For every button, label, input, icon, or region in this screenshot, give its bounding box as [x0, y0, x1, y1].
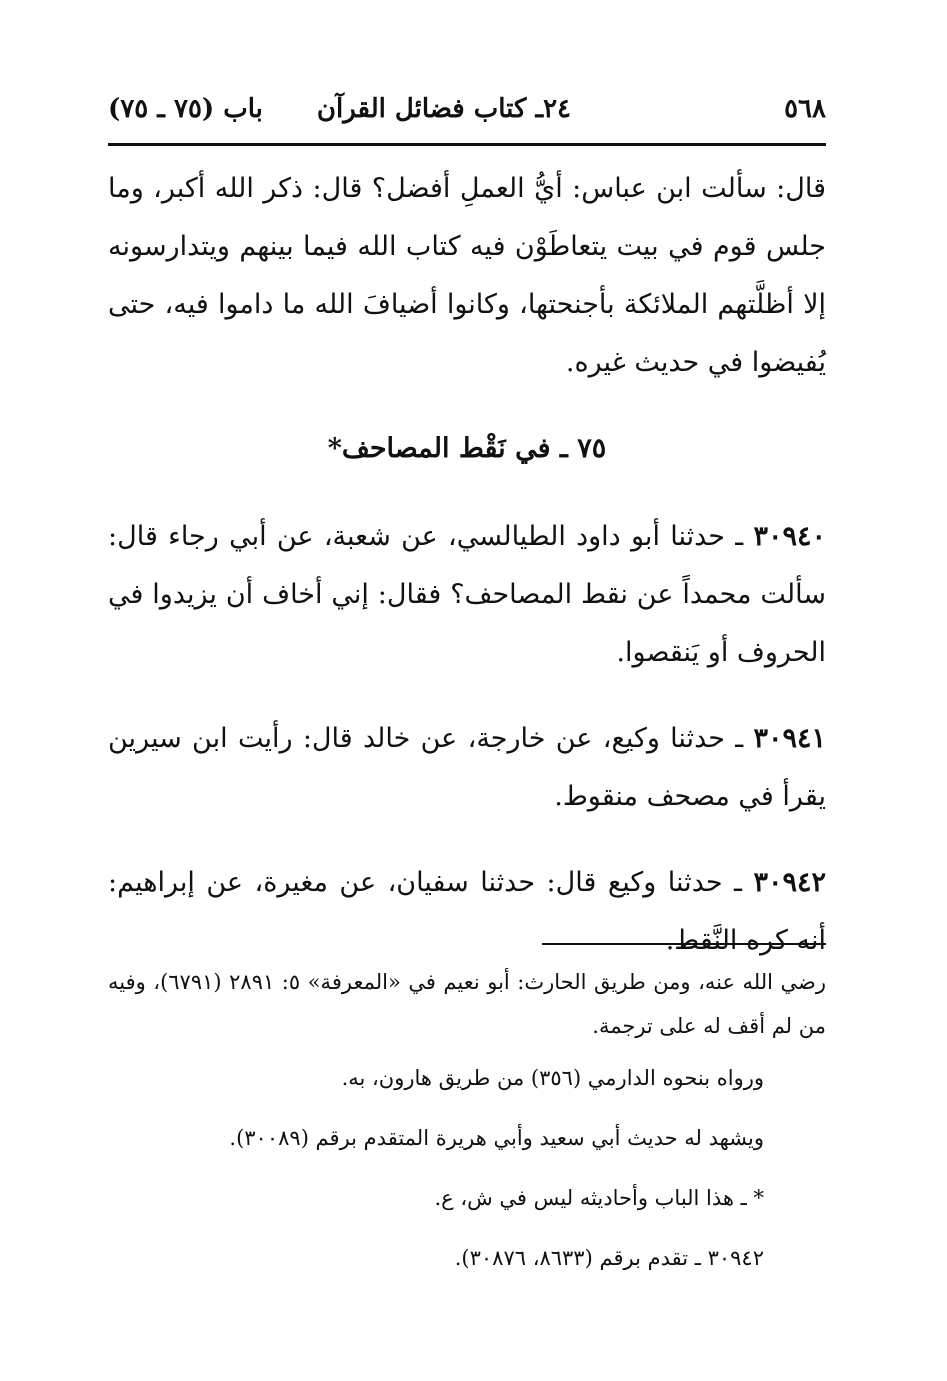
- hadith-entry: [108, 508, 826, 682]
- book-title: ٢٤ـ كتاب فضائل القرآن: [316, 94, 571, 124]
- hadith-text: ـ حدثنا أبو داود الطيالسي، عن شعبة، عن أبي رجاء قال: سألت محمداً عن نقط المصاحف؟ فقال: إني أخاف أن يزيدوا في الحروف أو يَنقصوا.: [108, 521, 826, 668]
- hadith-text: ـ حدثنا وكيع، عن خارجة، عن خالد قال: رأيت ابن سيرين يقرأ في مصحف منقوط.: [108, 723, 826, 812]
- continued-paragraph: قال: سألت ابن عباس: أيُّ العملِ أفضل؟ قال: ذكر الله أكبر، وما جلس قوم في بيت يتعاطَوْن فيه كتاب الله فيما بينهم ويتدارسونه إلا أظلَّتهم الملائكة بأجنحتها، وكانوا أضيافَ الله ما داموا فيه، حتى يُفيضوا في حديث غيره.: [108, 173, 826, 378]
- chapter-reference: باب (٧٥ ـ ٧٥): [108, 94, 263, 124]
- footnote-item: ٣٠٩٤٢ ـ تقدم برقم (٨٦٣٣، ٣٠٨٧٦).: [454, 1246, 764, 1270]
- footnote-continued: رضي الله عنه، ومن طريق الحارث: أبو نعيم في «المعرفة» ٥: ٢٨٩١ (٦٧٩١)، وفيه من لم أقف له على ترجمة.: [108, 970, 826, 1038]
- header-divider: [108, 143, 826, 146]
- page-header: [108, 88, 826, 132]
- main-text: [108, 160, 826, 998]
- hadith-text: ـ حدثنا وكيع قال: حدثنا سفيان، عن مغيرة، عن إبراهيم: أنه كره النَّقط.: [108, 867, 826, 956]
- hadith-entry: [108, 854, 826, 970]
- footnote-item: * ـ هذا الباب وأحاديثه ليس في ش، ع.: [434, 1186, 764, 1210]
- hadith-number: ٣٠٩٤٠: [753, 521, 826, 552]
- footnote-divider: [542, 943, 826, 945]
- hadith-number: ٣٠٩٤١: [753, 723, 826, 754]
- hadith-entry: [108, 710, 826, 826]
- page-number: ٥٦٨: [784, 94, 826, 124]
- footnotes: [108, 960, 826, 1288]
- hadith-number: ٣٠٩٤٢: [753, 867, 826, 898]
- footnote-item: ويشهد له حديث أبي سعيد وأبي هريرة المتقدم برقم (٣٠٠٨٩).: [229, 1126, 764, 1150]
- section-title: ٧٥ ـ في نَقْط المصاحف*: [327, 433, 607, 464]
- footnote-item: ورواه بنحوه الدارمي (٣٥٦) من طريق هارون، به.: [341, 1066, 764, 1090]
